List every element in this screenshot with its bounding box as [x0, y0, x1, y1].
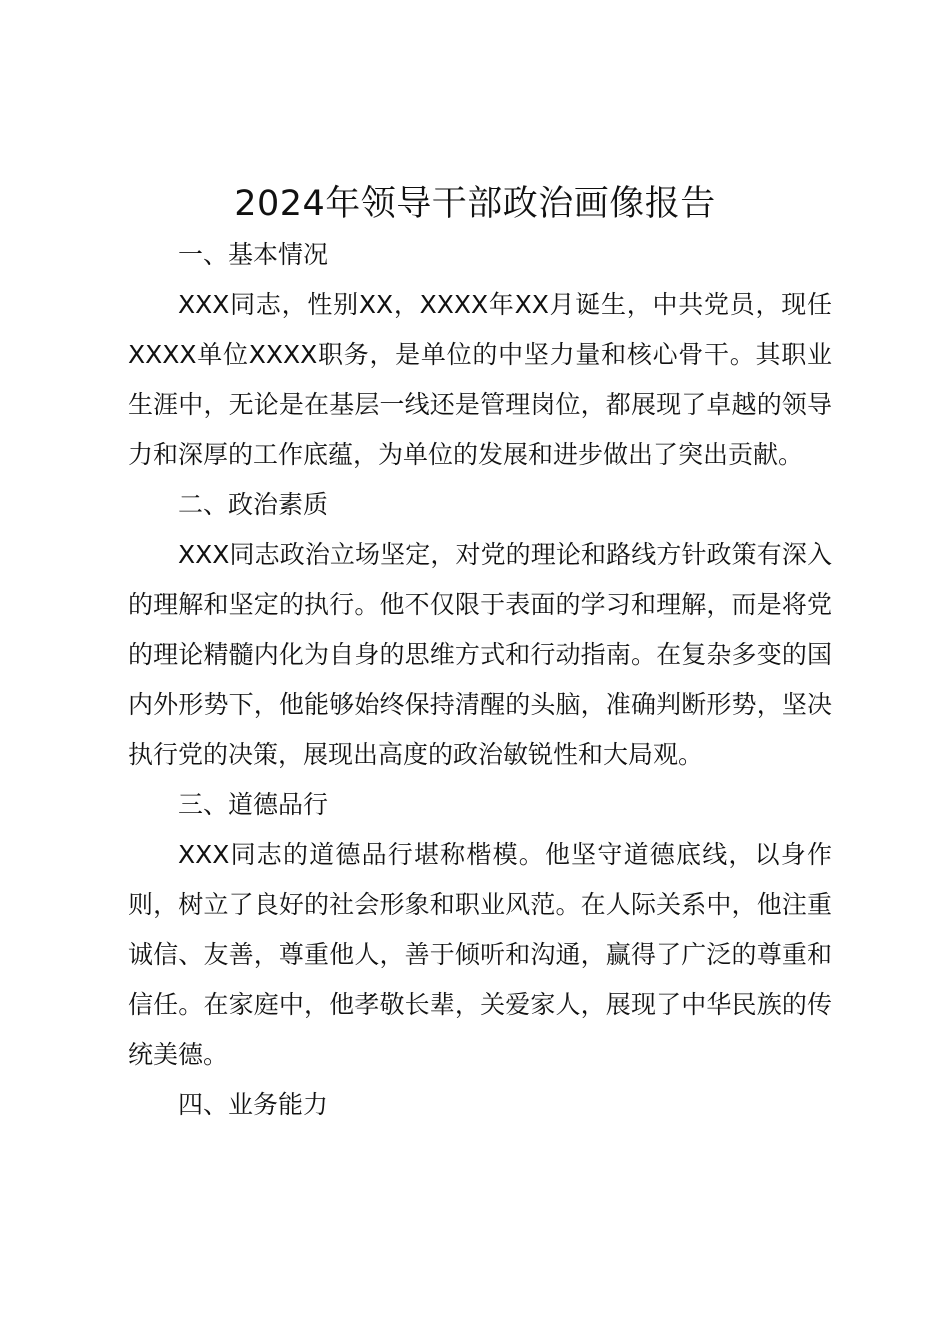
- section-heading-moral-conduct: 三、道德品行: [178, 790, 329, 819]
- document-title: 2024年领导干部政治画像报告: [234, 184, 716, 224]
- section-heading-basic-info: 一、基本情况: [178, 240, 329, 269]
- document-body: [128, 230, 832, 1130]
- section-heading-professional-ability: 四、业务能力: [178, 1090, 329, 1119]
- section-paragraph-moral-conduct: XXX同志的道德品行堪称楷模。他坚守道德底线，以身作则，树立了良好的社会形象和职业风范。在人际关系中，他注重诚信、友善，尊重他人，善于倾听和沟通，赢得了广泛的尊重和信任。在家庭中，他孝敬长辈，关爱家人，展现了中华民族的传统美德。: [128, 840, 832, 1069]
- section-paragraph-political-quality: XXX同志政治立场坚定，对党的理论和路线方针政策有深入的理解和坚定的执行。他不仅限于表面的学习和理解，而是将党的理论精髓内化为自身的思维方式和行动指南。在复杂多变的国内外形势下，他能够始终保持清醒的头脑，准确判断形势，坚决执行党的决策，展现出高度的政治敏锐性和大局观。: [128, 540, 832, 769]
- section-paragraph-basic-info: XXX同志，性别XX，XXXX年XX月诞生，中共党员，现任XXXX单位XXXX职务，是单位的中坚力量和核心骨干。其职业生涯中，无论是在基层一线还是管理岗位，都展现了卓越的领导力和深厚的工作底蕴，为单位的发展和进步做出了突出贡献。: [128, 290, 832, 469]
- section-heading-political-quality: 二、政治素质: [178, 490, 329, 519]
